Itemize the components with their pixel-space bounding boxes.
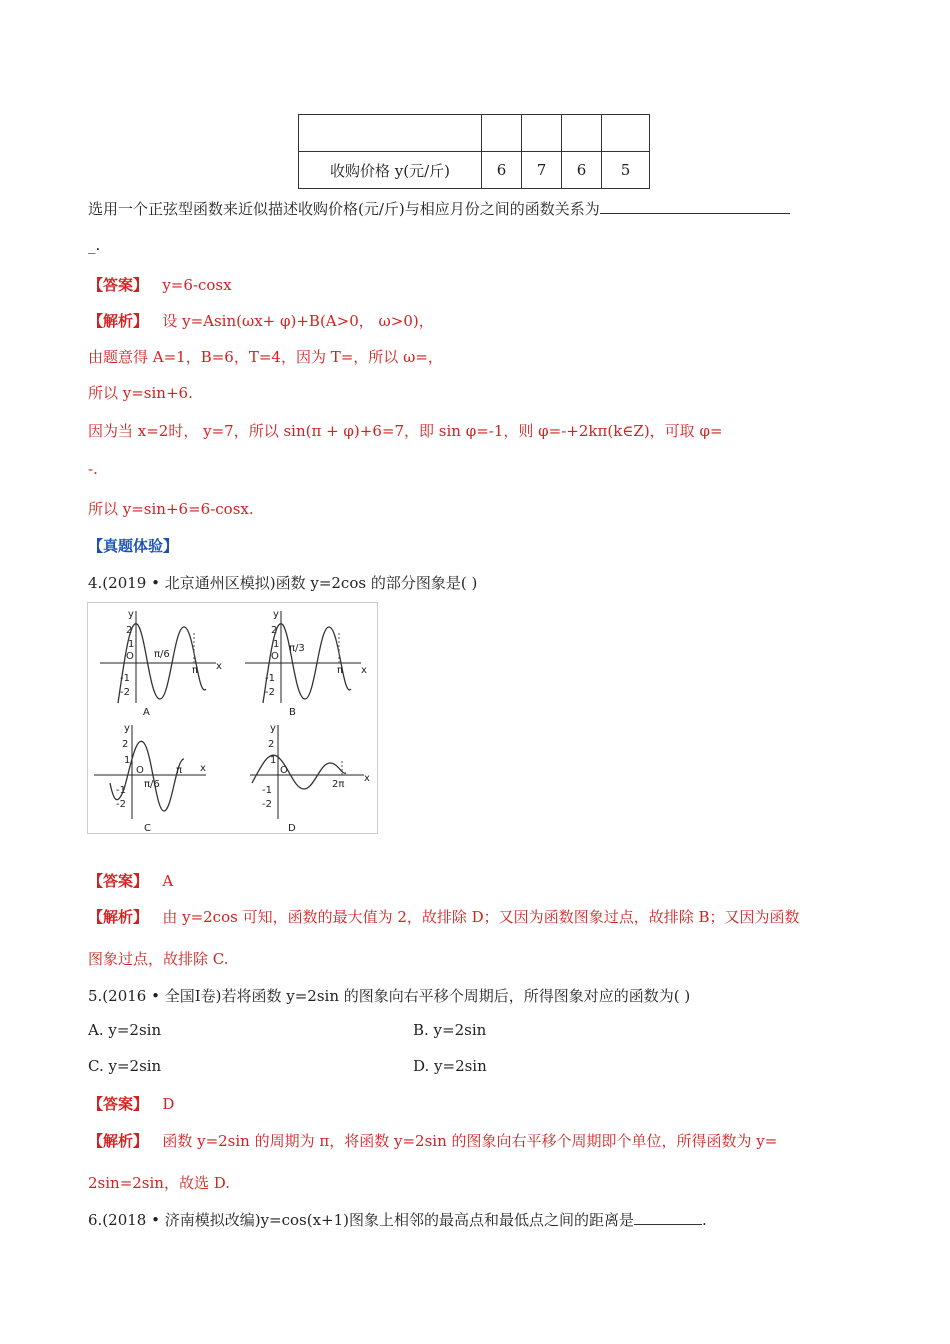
answer-line — [88, 1093, 174, 1114]
tick-label: -2 — [262, 799, 272, 810]
tick-label: O — [280, 765, 288, 776]
graph-label: A — [143, 707, 150, 718]
answer-blank — [600, 199, 790, 214]
option-d: D. y=2sin — [413, 1057, 487, 1075]
question-stem: 5.(2016 • 全国Ⅰ卷)若将函数 y=2sin 的图象向右平移个周期后，所得图象对应的函数为( ) — [88, 987, 691, 1005]
analysis-tag: 【解析】 — [88, 908, 149, 926]
table-cell — [522, 115, 562, 152]
answer-line — [88, 274, 232, 295]
tick-label: -2 — [120, 687, 130, 698]
tick-label: π — [176, 765, 183, 776]
answer-blank — [634, 1210, 702, 1225]
axis-x-label: x — [216, 661, 222, 672]
tick-label: -2 — [265, 687, 275, 698]
analysis-line — [88, 1130, 777, 1151]
answer-tag: 【答案】 — [88, 1095, 149, 1113]
tick-label: -2 — [116, 799, 126, 810]
option-c: C. y=2sin — [88, 1057, 162, 1075]
table-cell — [602, 115, 650, 152]
tick-label: -1 — [265, 673, 275, 684]
answer-text: y=6-cosx — [162, 276, 232, 294]
analysis-text: 函数 y=2sin 的周期为 π，将函数 y=2sin 的图象向右平移个周期即个单位，所得函数为 y= — [162, 1132, 778, 1150]
tick-label: π — [337, 665, 344, 676]
analysis-line: 因为当 x=2时， y=7，所以 sin(π + φ)+6=7，即 sin φ=-1，则 φ=-+2kπ(k∈Z)，可取 φ= — [88, 422, 723, 440]
tick-label: 2 — [122, 739, 129, 750]
analysis-line: 所以 y=sin+6. — [88, 384, 193, 402]
analysis-tag: 【解析】 — [88, 1132, 149, 1150]
tick-label: 1 — [124, 755, 131, 766]
option-a: A. y=2sin — [88, 1021, 162, 1039]
question-stem — [88, 1209, 707, 1230]
axis-x-label: x — [364, 773, 370, 784]
analysis-line: 图象过点，故排除 C. — [88, 950, 229, 968]
table-cell: 6 — [562, 152, 602, 189]
axis-y-label: y — [270, 723, 276, 734]
analysis-text: 由 y=2cos 可知，函数的最大值为 2，故排除 D；又因为函数图象过点，故排除 B；又因为函数 — [162, 908, 800, 926]
tick-label: 2π — [332, 779, 345, 790]
tick-label: O — [271, 651, 279, 662]
tick-label: 2 — [126, 625, 133, 636]
table-row — [299, 152, 650, 189]
axis-x-label: x — [200, 763, 206, 774]
stem-end: . — [702, 1211, 707, 1229]
tick-label: π — [192, 665, 199, 676]
question-stem — [88, 198, 790, 219]
analysis-text: 设 y=Asin(ωx+ φ)+B(A>0， ω>0)， — [162, 312, 434, 330]
tick-label: -1 — [262, 785, 272, 796]
tick-label: π/6 — [144, 779, 160, 790]
graphs-svg — [88, 603, 377, 833]
graph-label: C — [144, 823, 151, 833]
table-row — [299, 115, 650, 152]
analysis-line — [88, 906, 799, 927]
tick-label: O — [126, 651, 134, 662]
tick-label: -1 — [116, 785, 126, 796]
tick-label: 2 — [271, 625, 278, 636]
graph-label: D — [288, 823, 296, 833]
section-heading: 【真题体验】 — [88, 537, 179, 555]
tick-label: π/6 — [154, 649, 170, 660]
tick-label: O — [136, 765, 144, 776]
analysis-line: 所以 y=sin+6=6-cosx. — [88, 500, 254, 518]
answer-text: A — [162, 872, 174, 890]
tick-label: 1 — [128, 639, 135, 650]
graph-d — [250, 723, 370, 833]
analysis-line — [88, 310, 434, 331]
question-stem: 4.(2019 • 北京通州区模拟)函数 y=2cos 的部分图象是( ) — [88, 574, 478, 592]
answer-tag: 【答案】 — [88, 872, 149, 890]
price-table — [298, 114, 650, 189]
graph-a — [100, 609, 222, 718]
graph-label: B — [289, 707, 296, 718]
graph-c — [94, 723, 206, 833]
tick-label: -1 — [120, 673, 130, 684]
table-cell: 5 — [602, 152, 650, 189]
stem-text: 选用一个正弦型函数来近似描述收购价格(元/斤)与相应月份之间的函数关系为 — [88, 200, 600, 218]
axis-x-label: x — [361, 665, 367, 676]
tick-label: 1 — [273, 639, 280, 650]
tick-label: 2 — [268, 739, 275, 750]
answer-line — [88, 870, 173, 891]
tick-label: π/3 — [289, 643, 305, 654]
analysis-line: 由题意得 A=1，B=6，T=4，因为 T=，所以 ω=， — [88, 348, 443, 366]
answer-tag: 【答案】 — [88, 276, 149, 294]
tick-label: 1 — [270, 755, 277, 766]
answer-graphs — [87, 602, 378, 834]
option-b: B. y=2sin — [413, 1021, 487, 1039]
table-cell: 6 — [482, 152, 522, 189]
analysis-line: -. — [88, 460, 98, 478]
table-cell — [299, 115, 482, 152]
stem-text: 6.(2018 • 济南模拟改编)y=cos(x+1)图象上相邻的最高点和最低点之间的距离是 — [88, 1211, 635, 1229]
stem-end: _. — [88, 236, 101, 254]
axis-y-label: y — [124, 723, 130, 734]
answer-text: D — [162, 1095, 175, 1113]
axis-y-label: y — [273, 609, 279, 620]
table-cell: 7 — [522, 152, 562, 189]
table-cell — [562, 115, 602, 152]
analysis-tag: 【解析】 — [88, 312, 149, 330]
analysis-line: 2sin=2sin，故选 D. — [88, 1174, 230, 1192]
table-cell — [482, 115, 522, 152]
graph-b — [245, 609, 367, 718]
axis-y-label: y — [128, 609, 134, 620]
table-cell: 收购价格 y(元/斤) — [299, 152, 482, 189]
